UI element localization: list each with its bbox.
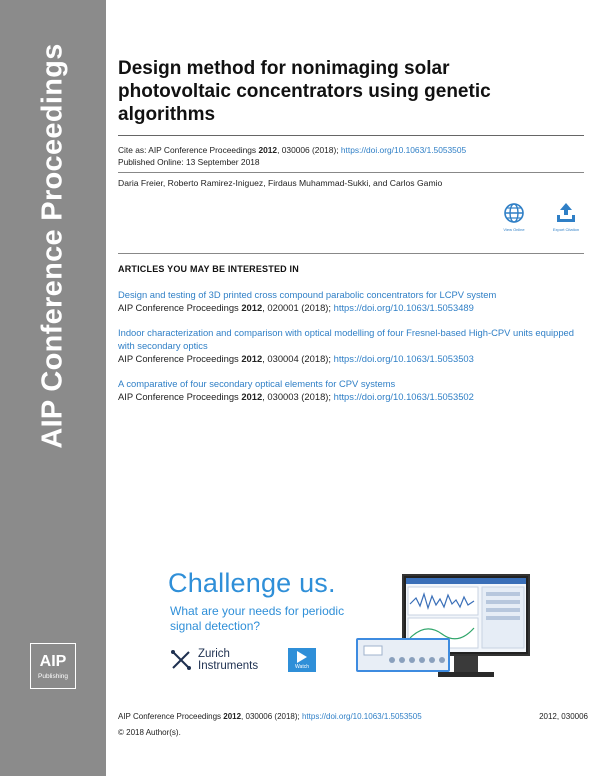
cite-rest: , 030003 (2018); <box>262 391 334 402</box>
globe-icon <box>503 202 525 224</box>
volume: 2012 <box>241 353 263 364</box>
related-heading: ARTICLES YOU MAY BE INTERESTED IN <box>118 264 299 274</box>
ad-subline-2: signal detection? <box>170 619 261 633</box>
doi-link[interactable]: https://doi.org/10.1063/1.5053502 <box>333 391 474 402</box>
aip-publishing-logo[interactable] <box>30 643 76 689</box>
brand-line-2: Instruments <box>198 660 259 672</box>
ad-headline: Challenge us. <box>168 568 336 598</box>
author-list: Daria Freier, Roberto Ramirez-Iniguez, Firdaus Muhammad-Sukki, and Carlos Gamio <box>118 178 443 188</box>
watch-label: Watch <box>295 664 309 670</box>
journal: AIP Conference Proceedings <box>118 391 242 402</box>
footer-page-ref: 2012, 030006 <box>539 712 588 721</box>
play-icon <box>297 651 307 663</box>
zurich-x-icon <box>170 649 192 671</box>
export-citation-label: Export Citation <box>552 227 580 232</box>
related-article <box>118 288 584 314</box>
footer-cite-line <box>118 712 422 722</box>
volume: 2012 <box>241 391 263 402</box>
cite-label: Cite as: AIP Conference Proceedings <box>118 145 259 155</box>
view-online-label: View Online <box>503 227 525 232</box>
related-article-title[interactable]: A comparative of four secondary optical elements for CPV systems <box>118 378 396 389</box>
related-article-cite <box>118 352 584 365</box>
footer-copyright <box>118 728 588 740</box>
cite-line <box>118 144 466 156</box>
cite-rest: , 020001 (2018); <box>262 302 334 313</box>
footer-cite <box>118 712 588 724</box>
brand-line-1: Zurich <box>198 648 230 660</box>
related-article <box>118 377 584 403</box>
journal-name: AIP Conference Proceedings <box>36 43 69 449</box>
advertisement[interactable] <box>160 566 542 678</box>
lock-in-amplifier-image <box>356 638 450 672</box>
cite-rest: , 030004 (2018); <box>262 353 334 364</box>
published-date: Published Online: 13 September 2018 <box>118 157 260 167</box>
ad-subline <box>170 604 344 634</box>
divider <box>118 172 584 173</box>
cite-rest: , 030006 (2018); <box>277 145 341 155</box>
related-article-cite <box>118 301 584 314</box>
logo-text: AIP <box>39 653 67 670</box>
brand-name <box>198 648 258 672</box>
volume: 2012 <box>241 302 263 313</box>
doi-link[interactable]: https://doi.org/10.1063/1.5053505 <box>301 712 422 721</box>
ad-subline-1: What are your needs for periodic <box>170 604 345 618</box>
zurich-instruments-logo <box>170 648 290 672</box>
copyright-text: © 2018 Author(s). <box>118 728 181 737</box>
journal: AIP Conference Proceedings <box>118 353 242 364</box>
journal-sidebar <box>0 0 106 776</box>
related-article-title[interactable]: Indoor characterization and comparison with optical modelling of four Fresnel-based High-CPV units equipped with secondary optics <box>118 327 574 351</box>
export-citation-icon <box>554 202 578 224</box>
divider <box>118 135 584 136</box>
divider <box>118 253 584 254</box>
doi-link[interactable]: https://doi.org/10.1063/1.5053505 <box>340 145 467 155</box>
view-online-button[interactable] <box>494 202 534 232</box>
watch-button[interactable] <box>288 648 316 672</box>
instrument-panel <box>358 640 448 670</box>
related-article-title[interactable]: Design and testing of 3D printed cross compound parabolic concentrators for LCPV system <box>118 289 497 300</box>
volume: 2012 <box>223 712 242 721</box>
related-article-cite <box>118 390 584 403</box>
journal: AIP Conference Proceedings <box>118 712 224 721</box>
export-citation-button[interactable] <box>546 202 586 232</box>
cite-volume: 2012 <box>258 145 278 155</box>
paper-title: Design method for nonimaging solar photovoltaic concentrators using genetic algorithms <box>118 58 491 125</box>
journal: AIP Conference Proceedings <box>118 302 242 313</box>
logo-subtext: Publishing <box>38 673 68 680</box>
doi-link[interactable]: https://doi.org/10.1063/1.5053489 <box>333 302 474 313</box>
related-article <box>118 326 584 365</box>
cite-rest: , 030006 (2018); <box>241 712 302 721</box>
doi-link[interactable]: https://doi.org/10.1063/1.5053503 <box>333 353 474 364</box>
